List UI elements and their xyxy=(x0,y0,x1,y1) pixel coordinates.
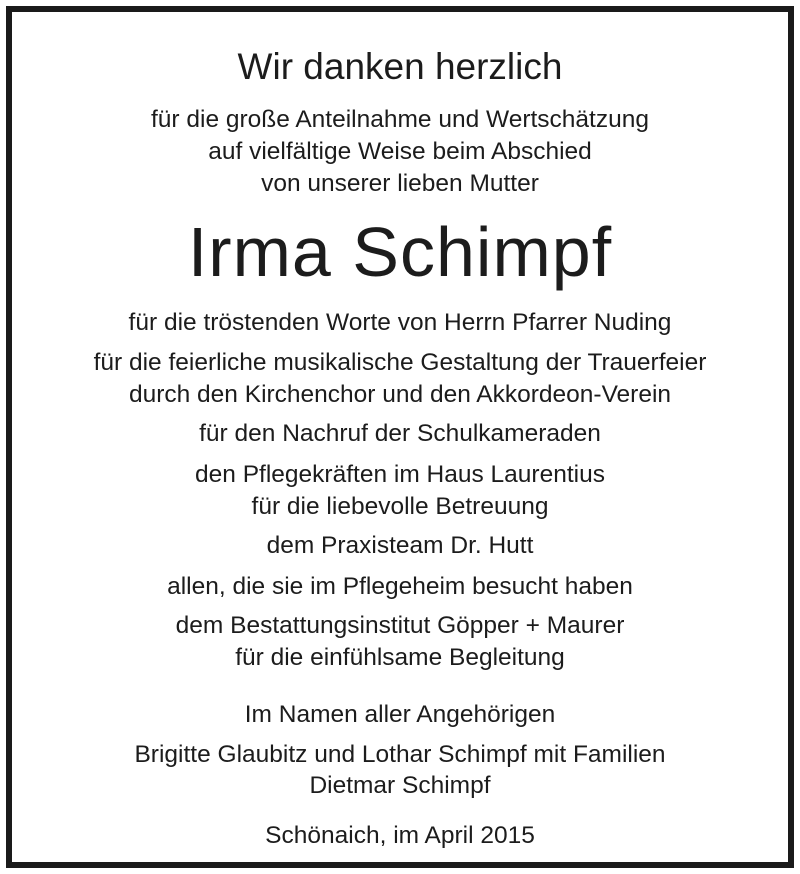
thanks-line: für die liebevolle Betreuung xyxy=(251,493,549,520)
thanks-line: für die einfühlsame Begleitung xyxy=(235,644,565,671)
thanks-line: für die feierliche musikalische Gestaltung der Trauerfeier xyxy=(93,349,707,376)
thanks-line: für die tröstenden Worte von Herrn Pfarrer Nuding xyxy=(128,309,672,336)
intro-line: von unserer lieben Mutter xyxy=(261,170,539,197)
place-date: Schönaich, im April 2015 xyxy=(265,822,535,849)
thanks-line: für den Nachruf der Schulkameraden xyxy=(199,420,601,447)
intro-line: für die große Anteilnahme und Wertschätzung xyxy=(150,106,649,133)
thanks-line: dem Bestattungsinstitut Göpper + Maurer xyxy=(175,612,625,639)
notice-frame xyxy=(6,6,794,868)
signature-line: Brigitte Glaubitz und Lothar Schimpf mit Familien xyxy=(134,741,666,768)
thanks-line: durch den Kirchenchor und den Akkordeon-Verein xyxy=(128,381,672,408)
heading: Wir danken herzlich xyxy=(237,46,563,87)
signature-line: Dietmar Schimpf xyxy=(309,772,491,799)
intro-line: auf vielfältige Weise beim Abschied xyxy=(208,138,592,165)
deceased-name: Irma Schimpf xyxy=(187,213,613,291)
signature-line: Im Namen aller Angehörigen xyxy=(244,701,556,728)
thanks-line: dem Praxisteam Dr. Hutt xyxy=(266,532,534,559)
thanks-line: allen, die sie im Pflegeheim besucht haben xyxy=(167,573,633,600)
thanks-line: den Pflegekräften im Haus Laurentius xyxy=(195,461,605,488)
